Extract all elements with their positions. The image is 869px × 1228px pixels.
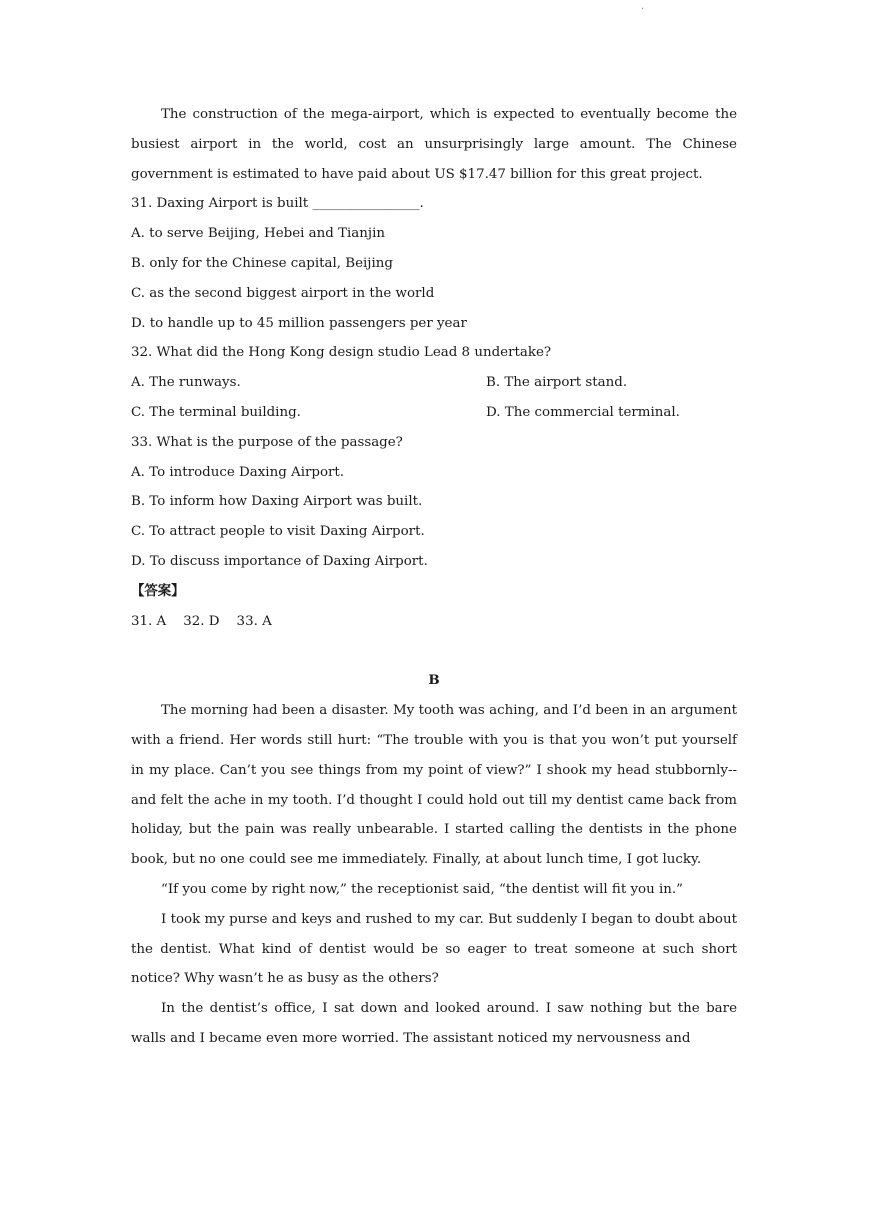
- question-31-option-c: C. as the second biggest airport in the world: [131, 285, 435, 301]
- question-33-option-b: B. To inform how Daxing Airport was built.: [131, 494, 423, 510]
- passage-b-paragraph-2: “If you come by right now,” the receptionist said, “the dentist will fit you in.”: [161, 881, 683, 897]
- question-33-option-a: A. To introduce Daxing Airport.: [131, 464, 345, 480]
- answer-key: 31. A 32. D 33. A: [131, 613, 272, 629]
- question-31-option-d: D. to handle up to 45 million passengers per year: [131, 315, 467, 331]
- question-31-stem: 31. Daxing Airport is built ________________.: [131, 196, 424, 212]
- intro-paragraph: The construction of the mega-airport, which is expected to eventually become the busiest airport in the world, cost an unsurprisingly large amount. The Chinese government is estimated to have paid about US $17.47 billion for this great project.: [131, 107, 737, 182]
- question-32-option-a: A. The runways.: [131, 375, 241, 391]
- passage-b-paragraph-1: The morning had been a disaster. My tooth was aching, and I’d been in an argument with a friend. Her words still hurt: “The trouble with you is that you won’t put yourself in my place. Can’t you see things from my point of view?” I shook my head stubbornly--and felt the ache in my tooth. I’d thought I could hold out till my dentist came back from holiday, but the pain was really unbearable. I started calling the dentists in the phone book, but no one could see me immediately. Finally, at about lunch time, I got lucky.: [131, 703, 737, 868]
- question-32-options-row-1: [131, 368, 737, 398]
- section-spacer: [131, 636, 737, 666]
- question-32-option-d: D. The commercial terminal.: [486, 404, 680, 420]
- passage-b-paragraph-4: In the dentist’s office, I sat down and looked around. I saw nothing but the bare walls and I became even more worried. The assistant noticed my nervousness and: [131, 1001, 737, 1046]
- question-32-options-row-2: [131, 398, 737, 428]
- question-32-option-b: B. The airport stand.: [486, 375, 628, 391]
- question-31-option-a: A. to serve Beijing, Hebei and Tianjin: [131, 226, 385, 242]
- question-32-stem: 32. What did the Hong Kong design studio Lead 8 undertake?: [131, 345, 552, 361]
- question-32-option-c: C. The terminal building.: [131, 404, 301, 420]
- passage-b-paragraph-3: I took my purse and keys and rushed to my car. But suddenly I began to doubt about the dentist. What kind of dentist would be so eager to treat someone at such short notice? Why wasn’t he as busy as the others?: [131, 911, 737, 987]
- question-33-stem: 33. What is the purpose of the passage?: [131, 434, 403, 450]
- section-b-title: B: [428, 672, 440, 689]
- question-31-option-b: B. only for the Chinese capital, Beijing: [131, 255, 393, 271]
- question-33-option-c: C. To attract people to visit Daxing Airport.: [131, 524, 425, 540]
- question-33-option-d: D. To discuss importance of Daxing Airport.: [131, 553, 428, 569]
- document-page: [131, 100, 737, 1054]
- answer-heading: 【答案】: [131, 583, 185, 599]
- page-dot: ·: [641, 4, 645, 15]
